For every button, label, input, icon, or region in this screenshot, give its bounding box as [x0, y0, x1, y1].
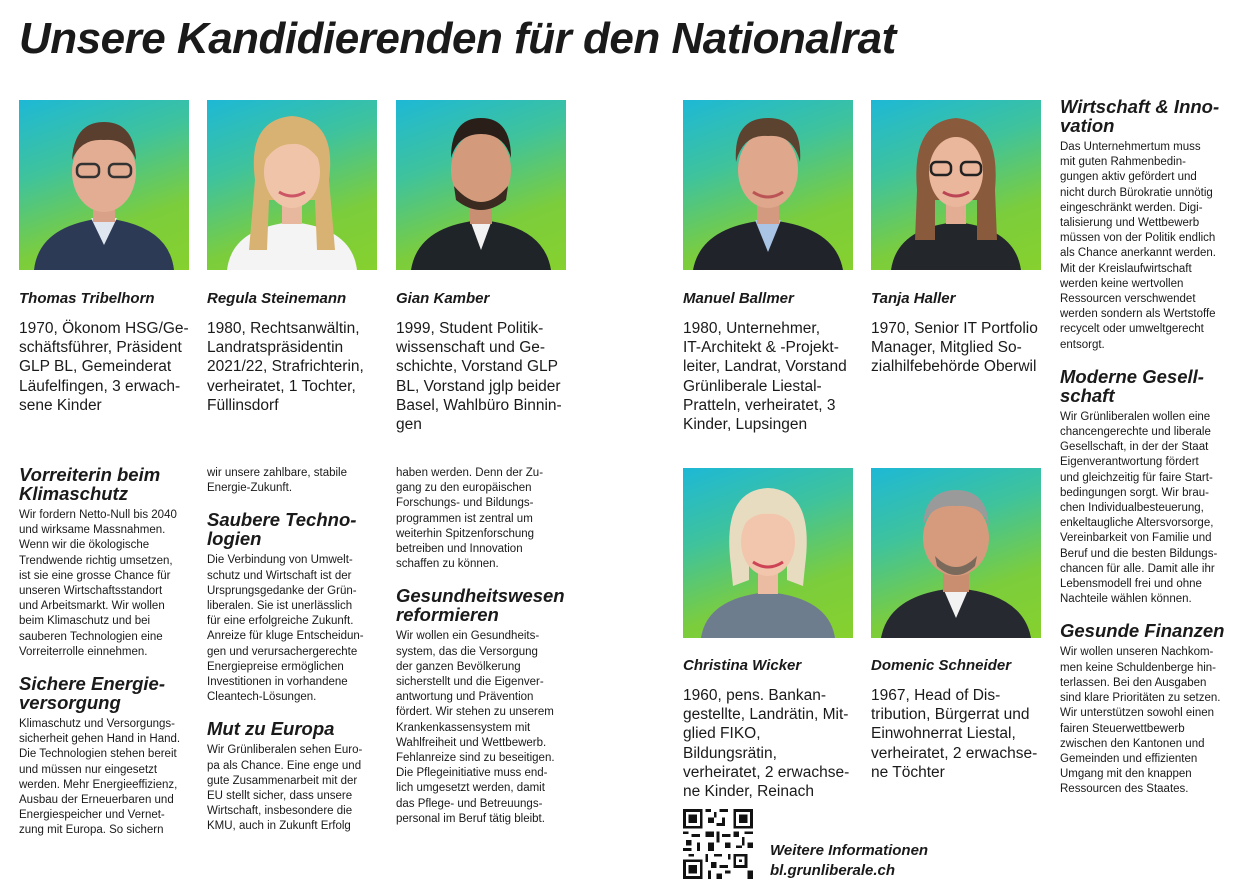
- section-text-technologien: Die Verbindung von Umwelt- schutz und Wirtschaft ist der Ursprungsgedanke der Grün- liberalen. Sie ist unerlässlich für eine erfolgreiche Zukunft. Anreize für kluge Entscheidun- gen und verursachergerechte Energiepreise ermöglichen Investitionen in vorhandene Cleantech-Lösungen.: [207, 554, 364, 704]
- section-heading-technologien: Saubere Techno- logien: [207, 509, 357, 550]
- candidate-name: Domenic Schneider: [871, 657, 1012, 674]
- candidate-photo-tanja-haller: [871, 100, 1041, 270]
- section-text-klimaschutz: Wir fordern Netto-Null bis 2040 und wirksame Massnahmen. Wenn wir die ökologische Trendwende richtig umsetzen, ist sie eine grosse Chance für unseren Wirtschaftsstandort und Arbeitsmarkt. Wir wollen beim Klimaschutz und bei sauberen Technologien eine Vorreiterrolle einnehmen.: [19, 509, 177, 658]
- candidate-name: Christina Wicker: [683, 657, 802, 674]
- candidate-photo-christina-wicker: [683, 468, 853, 638]
- candidate-card-thomas-tribelhorn: [19, 290, 194, 415]
- candidate-card-gian-kamber: [396, 290, 571, 434]
- candidate-name: Thomas Tribelhorn: [19, 290, 155, 307]
- candidate-photo-manuel-ballmer: [683, 100, 853, 270]
- candidate-card-regula-steinemann: [207, 290, 382, 415]
- candidate-photo-gian-kamber: [396, 100, 566, 270]
- section-text-continued: wir unsere zahlbare, stabile Energie-Zukunft.: [207, 467, 347, 495]
- candidate-bio: 1970, Ökonom HSG/Ge- schäftsführer, Präsident GLP BL, Gemeinderat Läufelfingen, 3 erwach- sene Kinder: [19, 320, 189, 414]
- candidate-name: Tanja Haller: [871, 290, 956, 307]
- section-heading-europa: Mut zu Europa: [207, 718, 335, 740]
- section-text-finanzen: Wir wollen unseren Nachkom- men keine Schuldenberge hin- terlassen. Bei den Ausgaben sind klare Prioritäten zu setzen. Wir unterstützen sowohl einen fairen Steuerwettbewerb zwischen den Kantonen und Gemeinden und effizienten Umgang mit den knappen Ressourcen des Staates.: [1060, 646, 1221, 796]
- more-info-label: Weitere Informationen: [770, 842, 929, 859]
- section-heading-gesellschaft: Moderne Gesell- schaft: [1060, 365, 1204, 406]
- section-heading-energieversorgung: Sichere Energie- versorgung: [19, 673, 166, 714]
- candidate-name: Regula Steinemann: [207, 290, 347, 307]
- policy-column-4: [1060, 97, 1245, 798]
- policy-column-1: [19, 465, 199, 839]
- policy-column-2: [207, 466, 387, 835]
- section-text-wirtschaft: Das Unternehmertum muss mit guten Rahmenbedin- gungen aktiv gefördert und nicht durch Bürokratie unnötig eingeschränkt werden. Digi- talisierung und Wettbewerb müssen von der Politik endlich als Chance anerkannt werden. Mit der Kreislaufwirtschaft werden keine wertvollen Ressourcen verschwendet werden sondern als Wertstoffe recycelt oder umweltgerecht entsorgt.: [1060, 141, 1216, 351]
- section-heading-wirtschaft: Wirtschaft & Inno- vation: [1060, 96, 1220, 136]
- candidate-bio: 1967, Head of Dis- tribution, Bürgerrat und Einwohnerrat Liestal, verheiratet, 2 erwachse- ne Töchter: [871, 687, 1038, 781]
- candidate-bio: 1999, Student Politik- wissenschaft und Ge- schichte, Vorstand GLP BL, Vorstand jglp beider Basel, Wahlbüro Binnin- gen: [396, 320, 562, 434]
- section-heading-gesundheitswesen: Gesundheitswesen reformieren: [396, 585, 565, 626]
- candidate-bio: 1980, Rechtsanwältin, Landratspräsidentin 2021/22, Strafrichterin, verheiratet, 1 Tochter, Füllinsdorf: [207, 320, 364, 414]
- policy-column-3: [396, 466, 576, 827]
- candidate-card-domenic-schneider: [871, 657, 1046, 782]
- more-info-link[interactable]: [770, 841, 928, 881]
- candidate-bio: 1960, pens. Bankan- gestellte, Landrätin, Mit- glied FIKO, Bildungsrätin, verheiratet, 2 erwachse- ne Kinder, Reinach: [683, 687, 850, 801]
- qr-code[interactable]: [683, 809, 753, 879]
- section-text-gesundheitswesen: Wir wollen ein Gesundheits- system, das die Versorgung der ganzen Bevölkerung sicherstellt und die Eigenver- antwortung und Prävention fördert. Wir stehen zu unserem Krankenkassensystem mit Wahlfreiheit und Wettbewerb. Fehlanreize sind zu beseitigen. Die Pflegeinitiative muss end- lich umgesetzt werden, damit das Pflege- und Betreuungs- personal im Beruf tätig bleibt.: [396, 630, 555, 825]
- candidate-card-manuel-ballmer: [683, 290, 858, 434]
- candidate-card-christina-wicker: [683, 657, 858, 801]
- candidate-name: Gian Kamber: [396, 290, 490, 307]
- candidate-bio: 1970, Senior IT Portfolio Manager, Mitglied So- zialhilfebehörde Oberwil: [871, 320, 1038, 376]
- section-text-europa: Wir Grünliberalen sehen Euro- pa als Chance. Eine enge und gute Zusammenarbeit mit der EU stellt sicher, dass unsere Wirtschaft, insbesondere die KMU, auch in Zukunft Erfolg: [207, 744, 363, 833]
- candidate-photo-thomas-tribelhorn: [19, 100, 189, 270]
- candidate-name: Manuel Ballmer: [683, 290, 794, 307]
- candidate-bio: 1980, Unternehmer, IT-Architekt & -Projekt- leiter, Landrat, Vorstand Grünliberale Liestal- Pratteln, verheiratet, 3 Kinder, Lupsingen: [683, 320, 847, 434]
- section-text-gesellschaft: Wir Grünliberalen wollen eine chancengerechte und liberale Gesellschaft, in der der Staat Eigenverantwortung fördert und gleichzeitig für faire Start- bedingungen sorgt. Wir brau- chen Individualbesteuerung, enkeltaugliche Altersvorsorge, Vereinbarkeit von Familie und Beruf und die besten Bildungs- chancen für alle. Damit alle ihr Lebensmodell frei und ohne Nachteile wählen können.: [1060, 410, 1218, 606]
- candidate-photo-domenic-schneider: [871, 468, 1041, 638]
- candidate-photo-regula-steinemann: [207, 100, 377, 270]
- section-text-energieversorgung: Klimaschutz und Versorgungs- sicherheit gehen Hand in Hand. Die Technologien stehen bereit und müssen nur eingesetzt werden. Mehr Energieeffizienz, Ausbau der Erneuerbaren und Energiespeicher und Vernet- zung mit Europa. So sichern: [19, 718, 181, 837]
- section-heading-klimaschutz: Vorreiterin beim Klimaschutz: [19, 464, 161, 504]
- section-heading-finanzen: Gesunde Finanzen: [1060, 620, 1225, 642]
- section-text-continued: haben werden. Denn der Zu- gang zu den europäischen Forschungs- und Bildungs- programmen ist zentral um weiterhin Spitzenforschung betreiben und Innovation schaffen zu können.: [396, 467, 544, 571]
- page-title: Unsere Kandidierenden für den Nationalrat: [19, 14, 896, 63]
- candidate-card-tanja-haller: [871, 290, 1051, 377]
- website-url[interactable]: bl.grunliberale.ch: [770, 862, 896, 879]
